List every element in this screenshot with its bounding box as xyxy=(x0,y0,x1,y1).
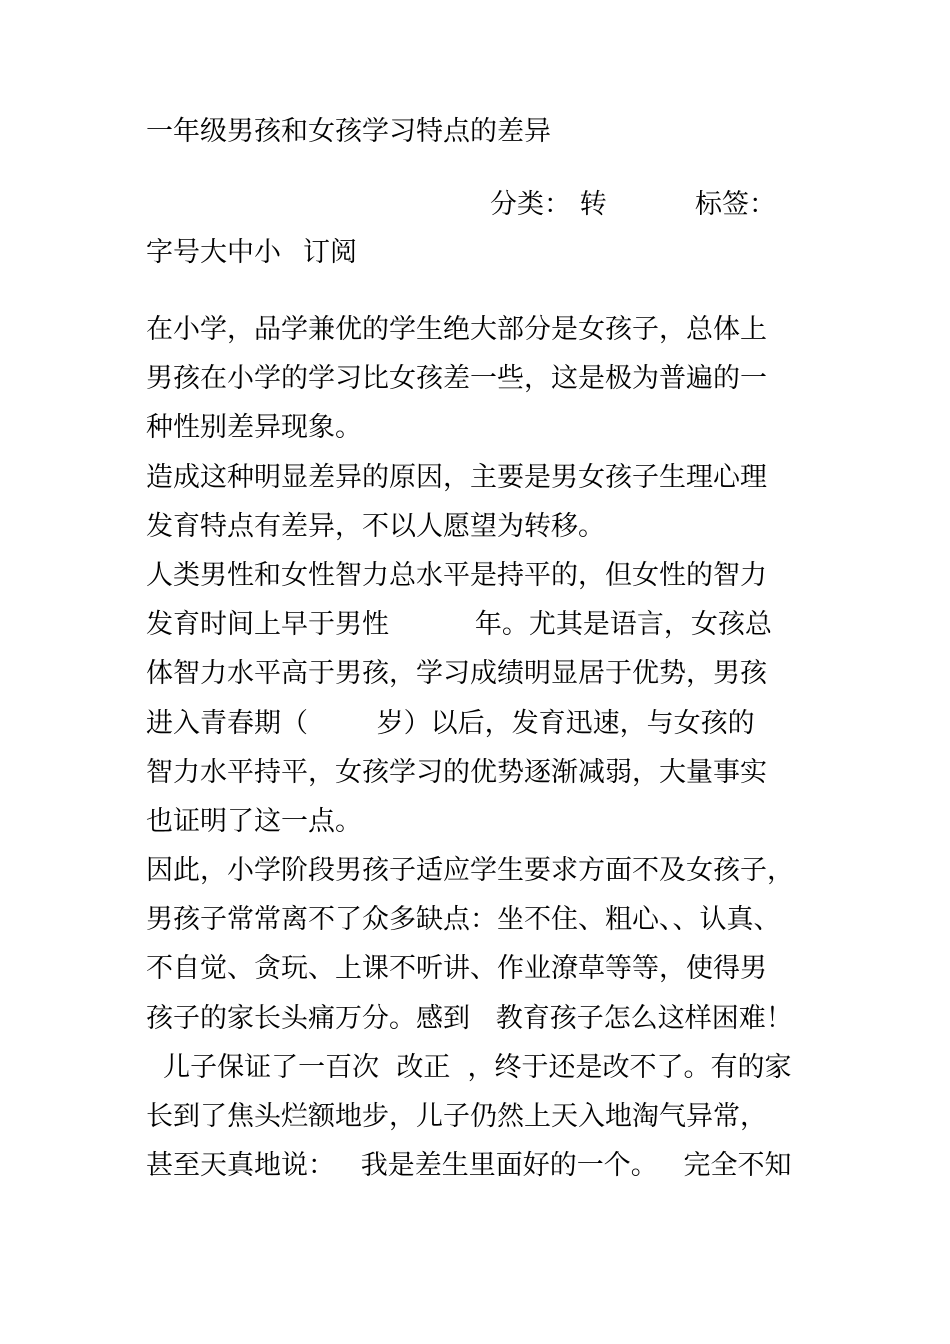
font-size-options[interactable]: 字号大中小 xyxy=(146,237,281,268)
document-title: 一年级男孩和女孩学习特点的差异 xyxy=(146,116,551,147)
body-line: 因此，小学阶段男孩子适应学生要求方面不及女孩子， xyxy=(146,855,794,887)
body-line: 也证明了这一点。 xyxy=(146,805,362,837)
body-line: 长到了焦头烂额地步，儿子仍然上天入地淘气异常， xyxy=(146,1101,767,1132)
body-line: 体智力水平高于男孩，学习成绩明显居于优势，男孩 xyxy=(146,658,767,690)
font-size-toolbar xyxy=(146,233,357,273)
body-line: 在小学，品学兼优的学生绝大部分是女孩子，总体上 xyxy=(146,314,767,345)
body-line: 种性别差异现象。 xyxy=(146,412,362,444)
body-line: 智力水平持平，女孩学习的优势逐渐减弱，大量事实 xyxy=(146,756,767,788)
category-value[interactable]: 转 xyxy=(579,189,607,220)
category-field xyxy=(490,185,607,225)
body-line: 甚至天真地说： 我是差生里面好的一个。 完全不知 xyxy=(146,1150,792,1182)
body-line: 造成这种明显差异的原因，主要是男女孩子生理心理 xyxy=(146,461,767,493)
body-line: 男孩在小学的学习比女孩差一些，这是极为普遍的一 xyxy=(146,363,767,395)
body-line: 人类男性和女性智力总水平是持平的，但女性的智力 xyxy=(146,559,767,591)
category-label: 分类： xyxy=(490,189,571,220)
body-line: 发育时间上早于男性 年。尤其是语言，女孩总 xyxy=(146,609,772,641)
body-line: 孩子的家长头痛万分。感到 教育孩子怎么这样困难！ xyxy=(146,1002,793,1034)
tag-label: 标签： xyxy=(695,189,776,220)
body-line: 男孩子常常离不了众多缺点：坐不住、粗心、、认真、 xyxy=(146,904,781,936)
body-line: 儿子保证了一百次 改正 ，终于还是改不了。有的家 xyxy=(146,1051,792,1083)
body-line: 进入青春期（ 岁）以后，发育迅速，与女孩的 xyxy=(146,707,755,739)
body-line: 发育特点有差异，不以人愿望为转移。 xyxy=(146,510,605,542)
subscribe-link[interactable]: 订阅 xyxy=(303,237,357,268)
body-line: 不自觉、贪玩、上课不听讲、作业潦草等等，使得男 xyxy=(146,953,767,985)
article-body xyxy=(146,305,816,1190)
